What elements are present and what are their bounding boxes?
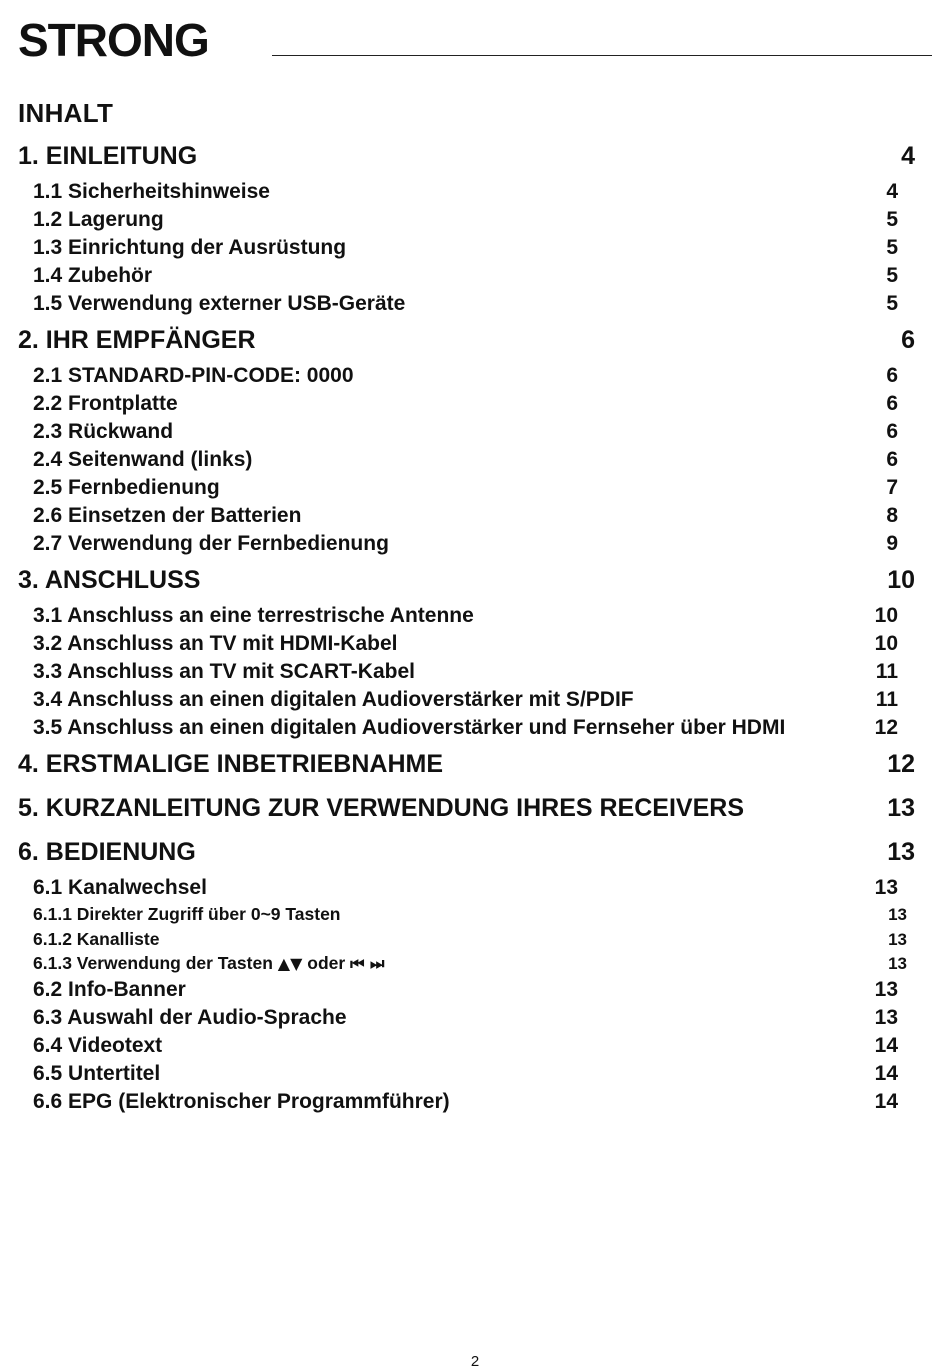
toc-subsection[interactable] <box>18 1004 915 1032</box>
toc-entry-page: 12 <box>874 716 898 739</box>
toc-entry-page: 14 <box>874 1089 898 1113</box>
toc-entry-title: 1.3 Einrichtung der Ausrüstung <box>33 236 347 259</box>
toc-entry-title: 6.3 Auswahl der Audio-Sprache <box>33 1005 347 1029</box>
toc-entry-page: 6 <box>886 420 898 443</box>
toc-entry-title: 6.1.1 Direkter Zugriff über 0~9 Tasten <box>33 904 341 924</box>
toc-entry-title: 3.1 Anschluss an eine terrestrische Antenne <box>33 604 474 627</box>
toc-entry-title: 6.6 EPG (Elektronischer Programmführer) <box>33 1089 450 1113</box>
toc-entry-page: 5 <box>886 208 898 231</box>
toc-subsubsection[interactable] <box>18 927 915 952</box>
toc-section-title: 3. ANSCHLUSS <box>18 566 201 594</box>
toc-section[interactable] <box>18 746 915 786</box>
toc-entry-title: 1.5 Verwendung externer USB-Geräte <box>33 292 406 315</box>
toc-section[interactable] <box>18 562 915 602</box>
toc-subsection[interactable] <box>18 206 915 234</box>
toc-entry-page: 14 <box>874 1061 898 1085</box>
toc-entry-title: 2.4 Seitenwand (links) <box>33 448 253 471</box>
toc-entry-title: 3.5 Anschluss an einen digitalen Audioverstärker und Fernseher über HDMI <box>33 716 786 739</box>
toc-subsection[interactable] <box>18 530 915 558</box>
toc-subsection[interactable] <box>18 362 915 390</box>
toc-entry-page: 13 <box>874 977 898 1001</box>
toc-subsection[interactable] <box>18 1060 915 1088</box>
toc-section[interactable] <box>18 790 915 830</box>
toc-subsection[interactable] <box>18 418 915 446</box>
toc-entry-page: 4 <box>886 180 898 203</box>
toc-section-page: 13 <box>887 794 915 822</box>
toc-entry-title: 2.5 Fernbedienung <box>33 476 220 499</box>
toc-entry-page: 13 <box>888 954 907 973</box>
toc-entry-page: 7 <box>886 476 898 499</box>
toc-section[interactable] <box>18 138 915 178</box>
toc-subsection[interactable] <box>18 474 915 502</box>
toc-entry-page: 5 <box>886 292 898 315</box>
toc-entry-title: 3.3 Anschluss an TV mit SCART-Kabel <box>33 660 415 683</box>
toc-subsubsection[interactable] <box>18 902 915 927</box>
toc-section-title: 6. BEDIENUNG <box>18 838 196 866</box>
toc-section-title: 2. IHR EMPFÄNGER <box>18 326 256 354</box>
toc-entry-title: 6.2 Info-Banner <box>33 977 186 1001</box>
toc-entry-title: 3.2 Anschluss an TV mit HDMI-Kabel <box>33 632 398 655</box>
toc-entry-title: 2.6 Einsetzen der Batterien <box>33 504 302 527</box>
toc-section-page: 4 <box>901 142 915 170</box>
toc-subsection[interactable] <box>18 714 915 742</box>
header-rule <box>272 55 932 56</box>
toc-subsection[interactable] <box>18 234 915 262</box>
toc-section-title: 1. EINLEITUNG <box>18 142 198 170</box>
toc-entry-page: 13 <box>874 876 898 899</box>
toc-entry-page: 10 <box>874 604 898 627</box>
toc-subsection[interactable] <box>18 686 915 714</box>
toc-entry-title: 6.4 Videotext <box>33 1033 163 1057</box>
toc-entry-title: 6.1 Kanalwechsel <box>33 876 207 899</box>
toc-subsection[interactable] <box>18 874 915 902</box>
toc-entry-title: 3.4 Anschluss an einen digitalen Audioverstärker mit S/PDIF <box>33 688 634 711</box>
toc-entry-title: 6.5 Untertitel <box>33 1061 161 1085</box>
toc-entry-title: 2.3 Rückwand <box>33 420 174 443</box>
toc-subsection[interactable] <box>18 390 915 418</box>
toc-entry-page: 6 <box>886 392 898 415</box>
toc-section-title: 5. KURZANLEITUNG ZUR VERWENDUNG IHRES RECEIVERS <box>18 794 744 822</box>
toc-entry-page: 9 <box>886 532 898 555</box>
toc-entry-title: 1.1 Sicherheitshinweise <box>33 180 270 203</box>
toc-subsection[interactable] <box>18 262 915 290</box>
toc-entry-title: 2.7 Verwendung der Fernbedienung <box>33 532 389 555</box>
logo-text: STRONG <box>18 18 209 62</box>
toc-subsection[interactable] <box>18 658 915 686</box>
toc-entry-page: 5 <box>886 236 898 259</box>
toc-entry-page: 13 <box>888 905 907 924</box>
toc-subsection[interactable] <box>18 1032 915 1060</box>
toc-subsection[interactable] <box>18 602 915 630</box>
toc-entry-title: 2.1 STANDARD-PIN-CODE: 0000 <box>33 364 354 387</box>
toc-subsection[interactable] <box>18 1088 915 1116</box>
skip-prev-next-icon: ⏮ ⏭ <box>350 954 385 973</box>
up-down-arrows-icon: ▲▼ <box>277 954 303 973</box>
toc-section-page: 13 <box>887 838 915 866</box>
toc-title: INHALT <box>18 98 114 128</box>
toc-entry-page: 11 <box>875 688 898 711</box>
toc-entry-page: 13 <box>874 1005 898 1029</box>
toc-subsection[interactable] <box>18 290 915 318</box>
strong-logo <box>18 18 228 62</box>
toc-section-page: 12 <box>887 750 915 778</box>
toc-entry-title: 1.4 Zubehör <box>33 264 153 287</box>
page-number: 2 <box>470 1353 480 1370</box>
toc-subsection[interactable] <box>18 446 915 474</box>
toc-entry-page: 14 <box>874 1033 898 1057</box>
toc-entry-title: 6.1.3 Verwendung der Tasten ▲▼ oder ⏮ ⏭ <box>33 953 385 973</box>
toc-entry-page: 6 <box>886 448 898 471</box>
toc-entry-title: 6.1.2 Kanalliste <box>33 928 160 949</box>
toc-entry-title: 2.2 Frontplatte <box>33 392 178 415</box>
toc-entry-page: 10 <box>874 632 898 655</box>
toc-entry-page: 5 <box>886 264 898 287</box>
toc-subsection[interactable] <box>18 976 915 1004</box>
toc-subsection[interactable] <box>18 630 915 658</box>
toc-section[interactable] <box>18 834 915 874</box>
toc-entry-page: 11 <box>875 660 898 683</box>
toc-subsection[interactable] <box>18 178 915 206</box>
toc-subsection[interactable] <box>18 502 915 530</box>
toc-section-title: 4. ERSTMALIGE INBETRIEBNAHME <box>18 750 444 778</box>
toc-section-page: 6 <box>901 326 915 354</box>
toc-entry-page: 8 <box>886 504 898 527</box>
toc-entry-page: 13 <box>888 929 907 949</box>
table-of-contents <box>18 138 915 1120</box>
toc-section-page: 10 <box>887 566 915 594</box>
toc-entry-page: 6 <box>886 364 898 387</box>
toc-subsubsection[interactable] <box>18 951 915 976</box>
toc-section[interactable] <box>18 322 915 362</box>
toc-entry-title: 1.2 Lagerung <box>33 208 164 231</box>
